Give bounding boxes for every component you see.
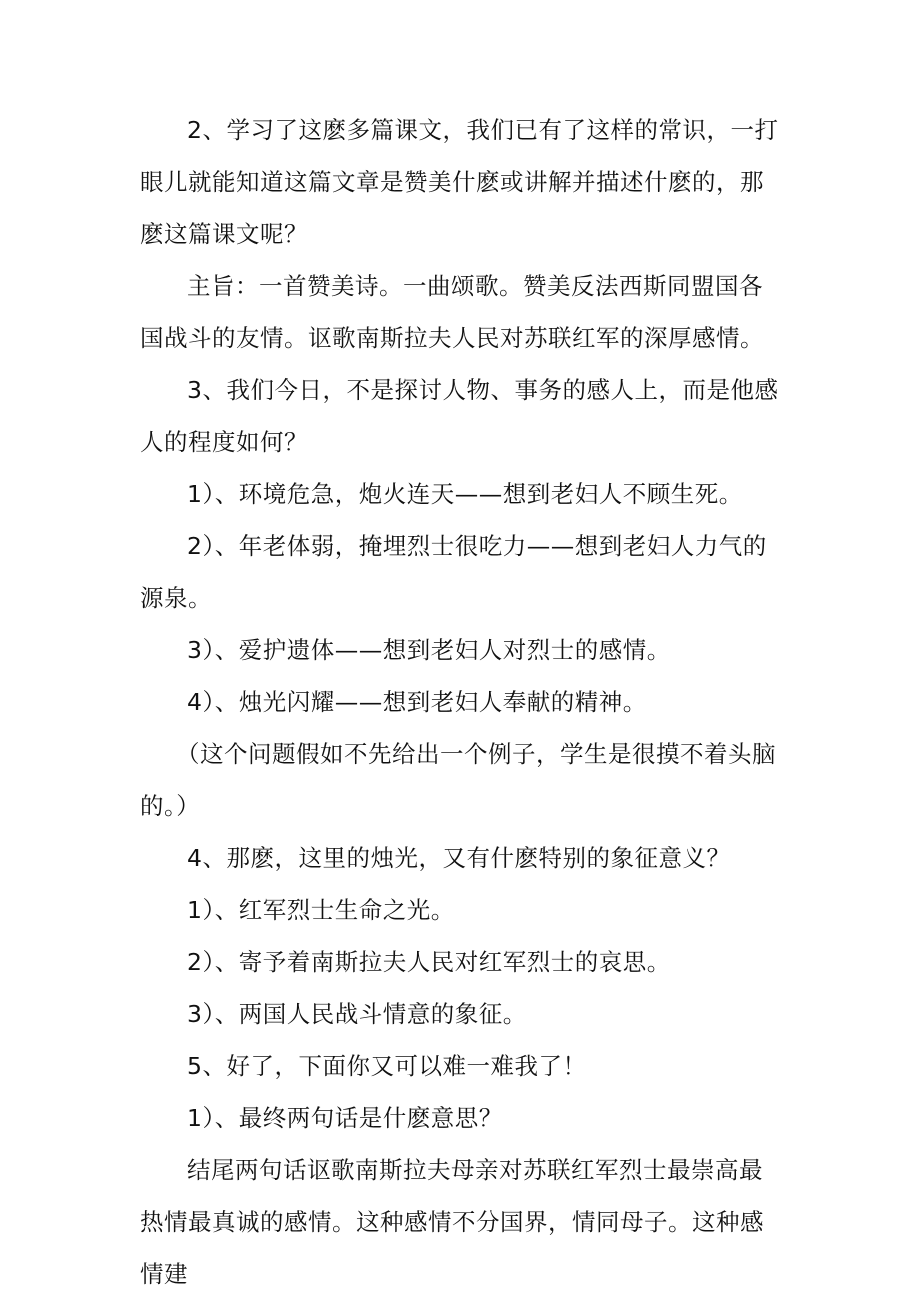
paragraph-main-idea: 主旨：一首赞美诗。一曲颂歌。赞美反法西斯同盟国各国战斗的友情。讴歌南斯拉夫人民对苏联红军的深厚感情。 (140, 272, 764, 352)
paragraph-point-3-4: 4）、烛光闪耀——想到老妇人奉献的精神。 (187, 688, 647, 716)
paragraph-point-3-3: 3）、爱护遗体——想到老妇人对烈士的感情。 (187, 636, 671, 664)
paragraph-point-5-1: 1）、最终两句话是什麽意思？ (187, 1104, 503, 1132)
paragraph-question-3: 3、我们今日，不是探讨人物、事务的感人上，而是他感人的程度如何？ (140, 376, 779, 456)
paragraph-point-3-1: 1）、环境危急，炮火连天——想到老妇人不顾生死。 (187, 480, 743, 508)
paragraph-question-5: 5、好了，下面你又可以难一难我了！ (187, 1052, 587, 1080)
paragraph-point-4-3: 3）、两国人民战斗情意的象征。 (187, 1000, 527, 1028)
paragraph-point-3-2: 2）、年老体弱，掩埋烈士很吃力——想到老妇人力气的源泉。 (140, 532, 767, 612)
paragraph-point-4-2: 2）、寄予着南斯拉夫人民对红军烈士的哀思。 (187, 948, 671, 976)
paragraph-point-4-1: 1）、红军烈士生命之光。 (187, 896, 455, 924)
paragraph-ending-explanation: 结尾两句话讴歌南斯拉夫母亲对苏联红军烈士最崇高最热情最真诚的感情。这种感情不分国界，情同母子。这种感情建 (140, 1156, 764, 1288)
paragraph-question-4: 4、那麽，这里的烛光，又有什麽特别的象征意义？ (187, 844, 731, 872)
paragraph-note: （这个问题假如不先给出一个例子，学生是很摸不着头脑的。） (140, 740, 776, 820)
paragraph-question-2: 2、学习了这麽多篇课文，我们已有了这样的常识，一打眼儿就能知道这篇文章是赞美什麽或讲解并描述什麽的，那麽这篇课文呢？ (140, 116, 779, 248)
